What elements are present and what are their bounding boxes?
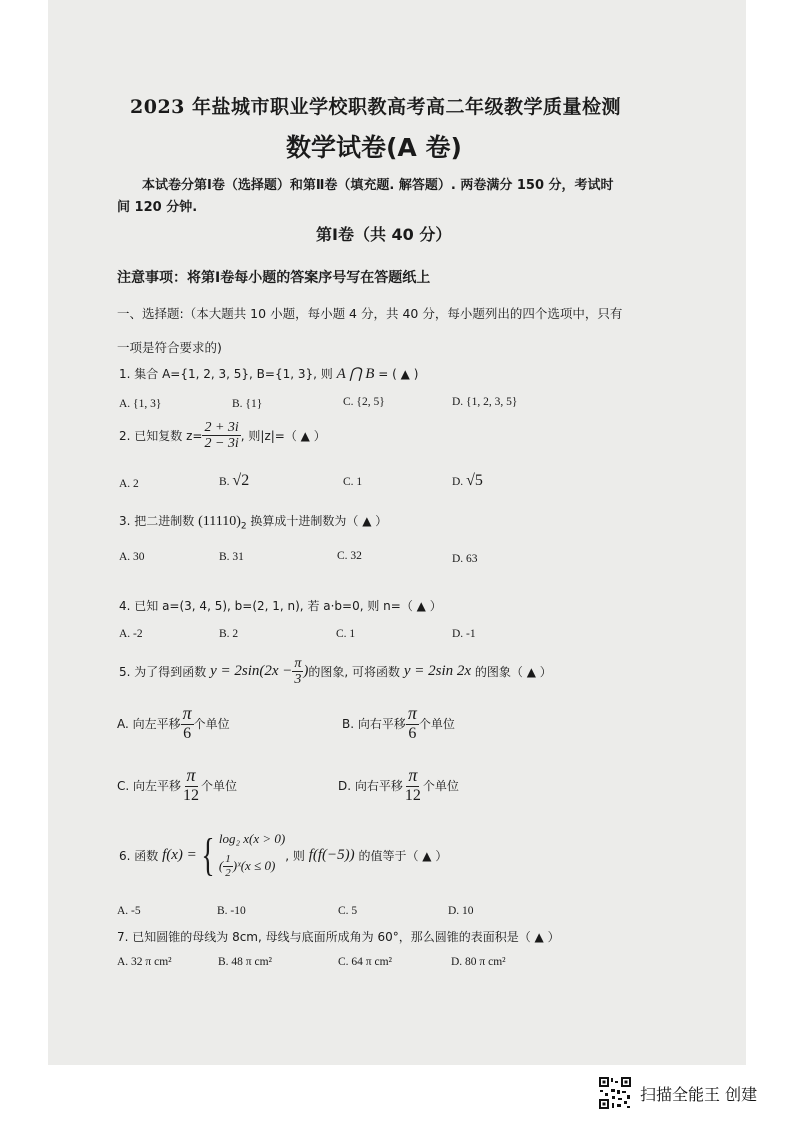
q5-func2: y = 2sin 2x — [403, 663, 472, 680]
q7-option-b: B. 48 π cm² — [218, 956, 272, 968]
q1-option-d: D. {1, 2, 3, 5} — [452, 396, 518, 408]
q6-case-2: ( $\frac{1}{2}$ ) ˣ(x ≤ 0) — [218, 853, 276, 879]
q6-fx: f(x) = — [162, 846, 197, 863]
q6-brace: { — [201, 829, 215, 880]
q1-tail: = ( ▲ ) — [378, 367, 419, 381]
q3-binary-number: (11110) — [198, 514, 241, 529]
q6-option-b: B. -10 — [217, 905, 246, 917]
q3-option-b: B. 31 — [219, 551, 244, 563]
q6-option-a: A. -5 — [117, 905, 141, 917]
q2-tail: , 则|z|=（ ▲ ） — [240, 429, 326, 444]
q5-c-label: C. 向左平移 — [117, 778, 182, 793]
q5-b-fraction — [406, 704, 419, 742]
question-4: 4. 已知 a=(3, 4, 5), b=(2, 1, n), 若 a·b=0, 则 n=（ ▲ ） — [119, 599, 442, 613]
q4-option-b: B. 2 — [219, 628, 239, 640]
intro-line-1: 本试卷分第Ⅰ卷（选择题）和第Ⅱ卷（填充题. 解答题）. 两卷满分 150 分，考试时 — [142, 178, 614, 193]
q5-func1-num: π — [294, 656, 302, 671]
section-title: 第Ⅰ卷（共 40 分） — [316, 225, 452, 244]
q5-b-den: 6 — [408, 724, 417, 742]
instruction-line-2: 一项是符合要求的) — [117, 340, 222, 355]
q5-func1-fraction — [292, 656, 303, 688]
q6-mid: , 则 — [285, 848, 305, 863]
q5-a-fraction — [181, 704, 194, 742]
q5-a-unit: 个单位 — [193, 716, 230, 731]
q6-cases — [219, 831, 285, 878]
q1-expr: A ⋂ B — [336, 366, 375, 382]
q3-tail: 换算成十进制数为（ ▲ ） — [250, 514, 388, 528]
q6-case-2-num: 1 — [225, 853, 231, 866]
q5-a-den: 6 — [183, 724, 192, 742]
notice: 注意事项：将第Ⅰ卷每小题的答案序号写在答题纸上 — [117, 270, 431, 286]
qr-code-icon — [598, 1076, 632, 1110]
q5-c-unit: 个单位 — [201, 778, 238, 793]
q2-option-b — [219, 472, 249, 490]
q7-option-d: D. 80 π cm² — [451, 956, 506, 968]
q2-fraction — [202, 420, 240, 452]
q3-stem: 3. 把二进制数 — [119, 514, 195, 528]
q5-option-b — [342, 704, 455, 742]
q3-option-c: C. 32 — [337, 550, 362, 562]
q5-c-num: π — [186, 765, 196, 785]
q5-func1-pre: y = 2sin(2x − — [210, 663, 293, 680]
q1-option-c: C. {2, 5} — [343, 396, 385, 408]
q6-expr: f(f(−5)) — [308, 846, 355, 863]
q5-tail: 的图象（ ▲ ） — [474, 665, 552, 680]
q2-option-c: C. 1 — [343, 476, 363, 488]
q5-option-c — [117, 766, 237, 804]
q5-a-num: π — [182, 703, 192, 723]
q2-option-b-value: √2 — [232, 472, 250, 489]
q5-c-den: 12 — [183, 786, 200, 804]
q5-mid: 的图象, 可将函数 — [308, 665, 401, 680]
q2-option-a: A. 2 — [119, 478, 139, 490]
q5-b-unit: 个单位 — [418, 716, 455, 731]
q6-tail: 的值等于（ ▲ ） — [358, 848, 448, 863]
question-7: 7. 已知圆锥的母线为 8cm, 母线与底面所成角为 60°，那么圆锥的表面积是（ ▲ ） — [117, 930, 560, 944]
question-5 — [119, 656, 552, 688]
q7-option-c: C. 64 π cm² — [338, 956, 392, 968]
exam-subtitle: 数学试卷(A 卷) — [286, 133, 462, 162]
q6-option-c: C. 5 — [338, 905, 358, 917]
q5-b-num: π — [407, 703, 417, 723]
q5-d-unit: 个单位 — [422, 778, 459, 793]
q5-c-fraction — [181, 766, 201, 804]
q2-option-b-label: B. — [219, 476, 230, 488]
q5-d-label: D. 向右平移 — [338, 778, 403, 793]
q5-stem: 5. 为了得到函数 — [119, 665, 207, 680]
q3-option-d: D. 63 — [452, 553, 478, 565]
q1-option-b: B. {1} — [232, 398, 263, 410]
question-3 — [119, 512, 387, 531]
q5-a-label: A. 向左平移 — [117, 716, 181, 731]
q6-stem: 6. 函数 — [119, 848, 159, 863]
q6-option-d: D. 10 — [448, 905, 474, 917]
question-2 — [119, 420, 326, 452]
scanner-brand-text: 扫描全能王 创建 — [640, 1085, 758, 1104]
q3-base: 2 — [240, 521, 247, 532]
q4-option-c: C. 1 — [336, 628, 356, 640]
q2-numerator: 2 + 3i — [204, 420, 239, 435]
q1-stem: 1. 集合 A={1, 2, 3, 5}, B={1, 3}, 则 — [119, 367, 333, 381]
q2-denominator: 2 − 3i — [204, 436, 239, 452]
q5-d-fraction — [403, 766, 423, 804]
q5-d-den: 12 — [404, 786, 421, 804]
q4-option-a: A. -2 — [119, 628, 143, 640]
instruction-line-1: 一、选择题:（本大题共 10 小题，每小题 4 分，共 40 分，每小题列出的四个选项中，只有 — [117, 306, 623, 321]
exam-title: 2023 年盐城市职业学校职教高考高二年级教学质量检测 — [130, 96, 621, 118]
q2-option-d-value: √5 — [466, 472, 483, 489]
q2-option-d-label: D. — [452, 476, 464, 488]
q5-func1-post: ) — [303, 663, 309, 680]
q5-b-label: B. 向右平移 — [342, 716, 406, 731]
q2-option-d — [452, 472, 483, 490]
q6-case-1: log₂ x(x > 0) — [218, 831, 286, 847]
question-1 — [119, 364, 418, 383]
q5-option-a — [117, 704, 230, 742]
q7-option-a: A. 32 π cm² — [117, 956, 172, 968]
q6-case-2-tail: ˣ(x ≤ 0) — [237, 858, 276, 873]
q4-option-d: D. -1 — [452, 628, 476, 640]
q5-option-d — [338, 766, 459, 804]
q6-case-2-den: 2 — [225, 866, 231, 879]
q5-func1-den: 3 — [294, 672, 302, 688]
question-6 — [119, 822, 447, 888]
q1-option-a: A. {1, 3} — [119, 398, 162, 410]
q2-stem: 2. 已知复数 z= — [119, 429, 203, 444]
q6-case-2-fraction — [223, 853, 233, 878]
q3-option-a: A. 30 — [119, 551, 145, 563]
q5-d-num: π — [408, 765, 418, 785]
intro-line-2: 间 120 分钟. — [117, 200, 198, 215]
